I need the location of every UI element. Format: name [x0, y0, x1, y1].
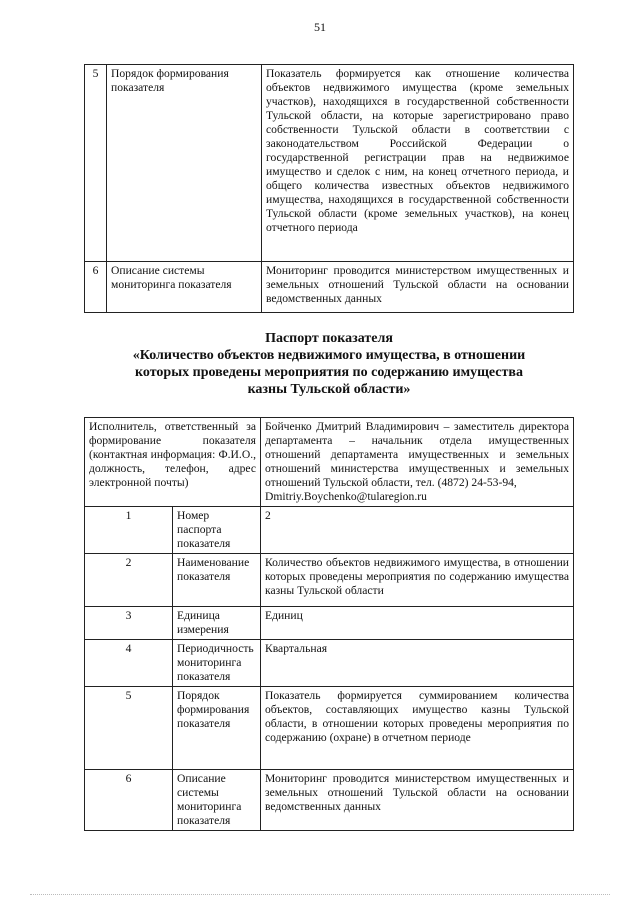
- row-number: 2: [85, 554, 173, 607]
- row-label: Номер паспорта показателя: [173, 507, 261, 554]
- indicator-passport-table: [84, 417, 574, 831]
- row-number: 5: [85, 687, 173, 770]
- row-value: Показатель формируется суммированием количества объектов, составляющих имущество казны Тульской области, в отношении которых проведены мероприятия по содержанию (охране) в отчетном периоде: [261, 687, 574, 770]
- row-label: Порядок формирования показателя: [107, 65, 262, 262]
- scan-edge-divider: [30, 893, 610, 895]
- title-line: Паспорт показателя: [265, 331, 393, 346]
- row-value: Мониторинг проводится министерством имущественных и земельных отношений Тульской области на основании ведомственных данных: [261, 770, 574, 831]
- row-value: Единиц: [261, 607, 574, 640]
- table-row: [85, 262, 574, 313]
- executor-details: Бойченко Дмитрий Владимирович – заместитель директора департамента – начальник отдела имущественных отношений департамента имущественных и земельных отношений министерства имущественных и земельных отношений Тульской области, тел. (4872) 24-53-94,: [265, 420, 569, 489]
- table-row: [85, 687, 574, 770]
- executor-label: Исполнитель, ответственный за формирование показателя (контактная информация: Ф.И.О., должность, телефон, адрес электронной почты): [85, 418, 261, 507]
- table-row: [85, 607, 574, 640]
- title-line: «Количество объектов недвижимого имущества, в отношении: [132, 348, 526, 363]
- executor-value: [261, 418, 574, 507]
- row-value: Квартальная: [261, 640, 574, 687]
- row-label: Единица измерения: [173, 607, 261, 640]
- row-number: 5: [85, 65, 107, 262]
- title-line: которых проведены мероприятия по содержанию имущества: [135, 365, 523, 380]
- row-number: 1: [85, 507, 173, 554]
- row-number: 6: [85, 262, 107, 313]
- row-value: Показатель формируется как отношение количества объектов недвижимого имущества (кроме земельных участков), находящихся в государственной собственности Тульской области, на которые зарегистрировано право собственности Тульской области в соответствии с законодательством Российской Федерации о государственной регистрации прав на недвижимое имущество и сделок с ним, на конец отчетного периода, и общего количества известных объектов недвижимого имущества, находящихся в государственной собственности Тульской области (кроме земельных участков), на конец отчетного периода: [262, 65, 574, 262]
- row-label: Периодичность мониторинга показателя: [173, 640, 261, 687]
- row-number: 4: [85, 640, 173, 687]
- row-label: Наименование показателя: [173, 554, 261, 607]
- row-label: Описание системы мониторинга показателя: [173, 770, 261, 831]
- row-label: Порядок формирования показателя: [173, 687, 261, 770]
- row-label: Описание системы мониторинга показателя: [107, 262, 262, 313]
- page-number: 51: [314, 20, 326, 34]
- passport-title: [84, 330, 574, 398]
- table-row: [85, 418, 574, 507]
- title-line: казны Тульской области»: [247, 382, 411, 397]
- table-row: [85, 554, 574, 607]
- row-number: 3: [85, 607, 173, 640]
- table-row: [85, 65, 574, 262]
- row-value: Количество объектов недвижимого имущества, в отношении которых проведены мероприятия по содержанию имущества казны Тульской области: [261, 554, 574, 607]
- table-row: [85, 640, 574, 687]
- table-row: [85, 770, 574, 831]
- table-row: [85, 507, 574, 554]
- row-number: 6: [85, 770, 173, 831]
- row-value: 2: [261, 507, 574, 554]
- row-value: Мониторинг проводится министерством имущественных и земельных отношений Тульской области на основании ведомственных данных: [262, 262, 574, 313]
- executor-email: Dmitriy.Boychenko@tularegion.ru: [265, 490, 427, 503]
- indicator-table-continued: [84, 64, 574, 313]
